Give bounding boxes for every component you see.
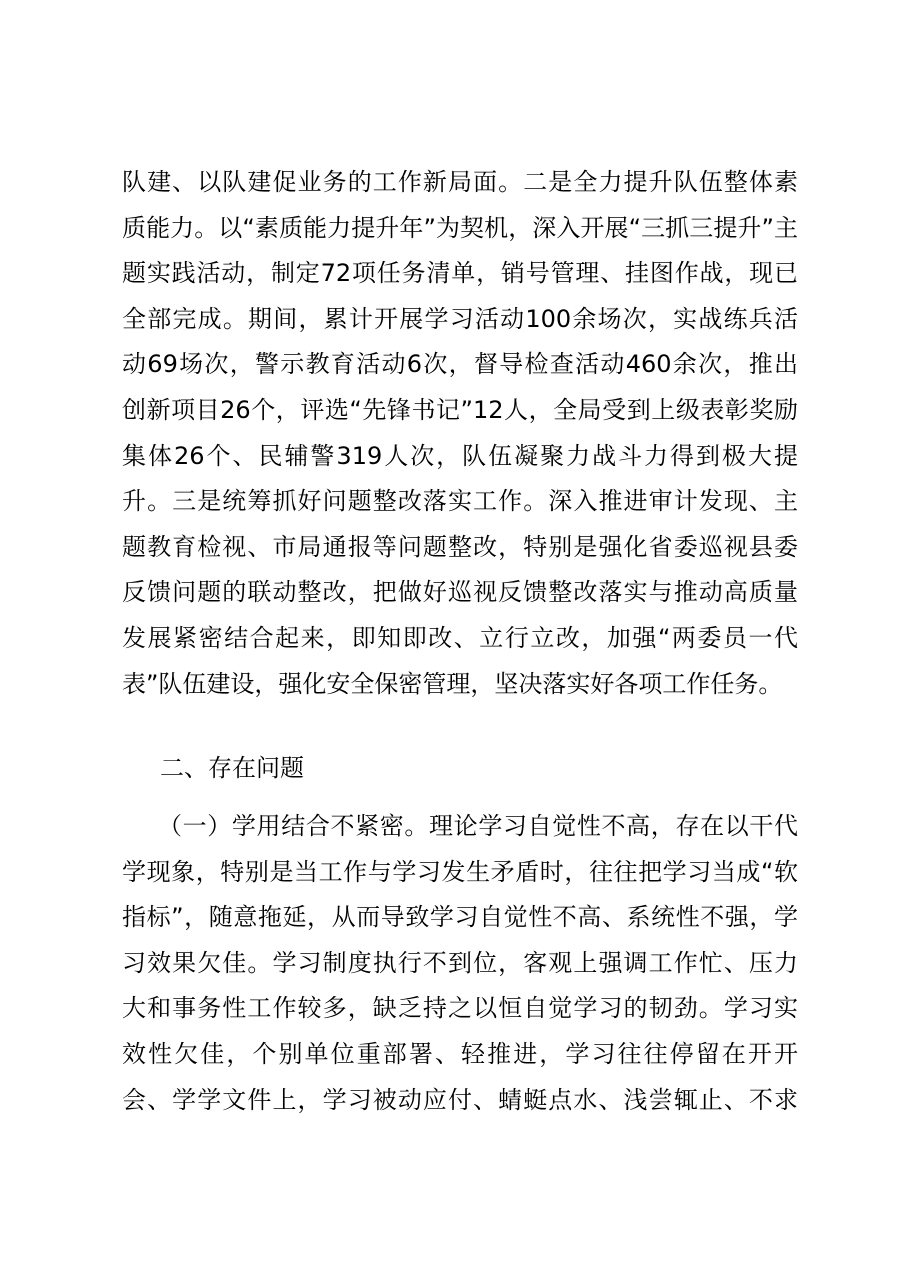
text-line: 题实践活动，制定72项任务清单，销号管理、挂图作战，现已 [122, 259, 798, 288]
text-line: 效性欠佳，个别单位重部署、轻推进，学习往往停留在开开 [122, 1039, 798, 1068]
text-line: 全部完成。期间，累计开展学习活动100余场次，实战练兵活 [122, 304, 798, 333]
text-line: 发展紧密结合起来，即知即改、立行立改，加强“两委员一代 [122, 623, 798, 652]
text-line: 反馈问题的联动整改，把做好巡视反馈整改落实与推动高质量 [122, 578, 798, 607]
text-line: 质能力。以“素质能力提升年”为契机，深入开展“三抓三提升”主 [122, 213, 798, 242]
text-line: 习效果欠佳。学习制度执行不到位，客观上强调工作忙、压力 [122, 948, 798, 977]
text-line: 队建、以队建促业务的工作新局面。二是全力提升队伍整体素 [122, 168, 798, 196]
text-line: 创新项目26个，评选“先锋书记”12人，全局受到上级表彰奖励 [122, 395, 798, 424]
text-line: 表”队伍建设，强化安全保密管理，坚决落实好各项工作任务。 [122, 669, 783, 698]
paragraph-problems [122, 804, 798, 1123]
text-line: 动69场次，警示教育活动6次，督导检查活动460余次，推出 [122, 350, 798, 379]
text-line: 大和事务性工作较多，缺乏持之以恒自觉学习的韧劲。学习实 [122, 994, 798, 1023]
paragraph-achievements [122, 160, 798, 707]
text-line: 指标”，随意拖延，从而导致学习自觉性不高、系统性不强，学 [122, 903, 798, 932]
text-line: （一）学用结合不紧密。理论学习自觉性不高，存在以干代 [158, 812, 798, 840]
text-line: 升。三是统筹抓好问题整改落实工作。深入推进审计发现、主 [122, 487, 798, 516]
section-heading: 二、存在问题 [160, 754, 304, 782]
text-line: 学现象，特别是当工作与学习发生矛盾时，往往把学习当成“软 [122, 857, 798, 886]
text-line: 集体26个、民辅警319人次，队伍凝聚力战斗力得到极大提 [122, 441, 798, 470]
text-line: 会、学学文件上，学习被动应付、蜻蜓点水、浅尝辄止、不求 [122, 1085, 798, 1114]
text-line: 题教育检视、市局通报等问题整改，特别是强化省委巡视县委 [122, 532, 798, 561]
